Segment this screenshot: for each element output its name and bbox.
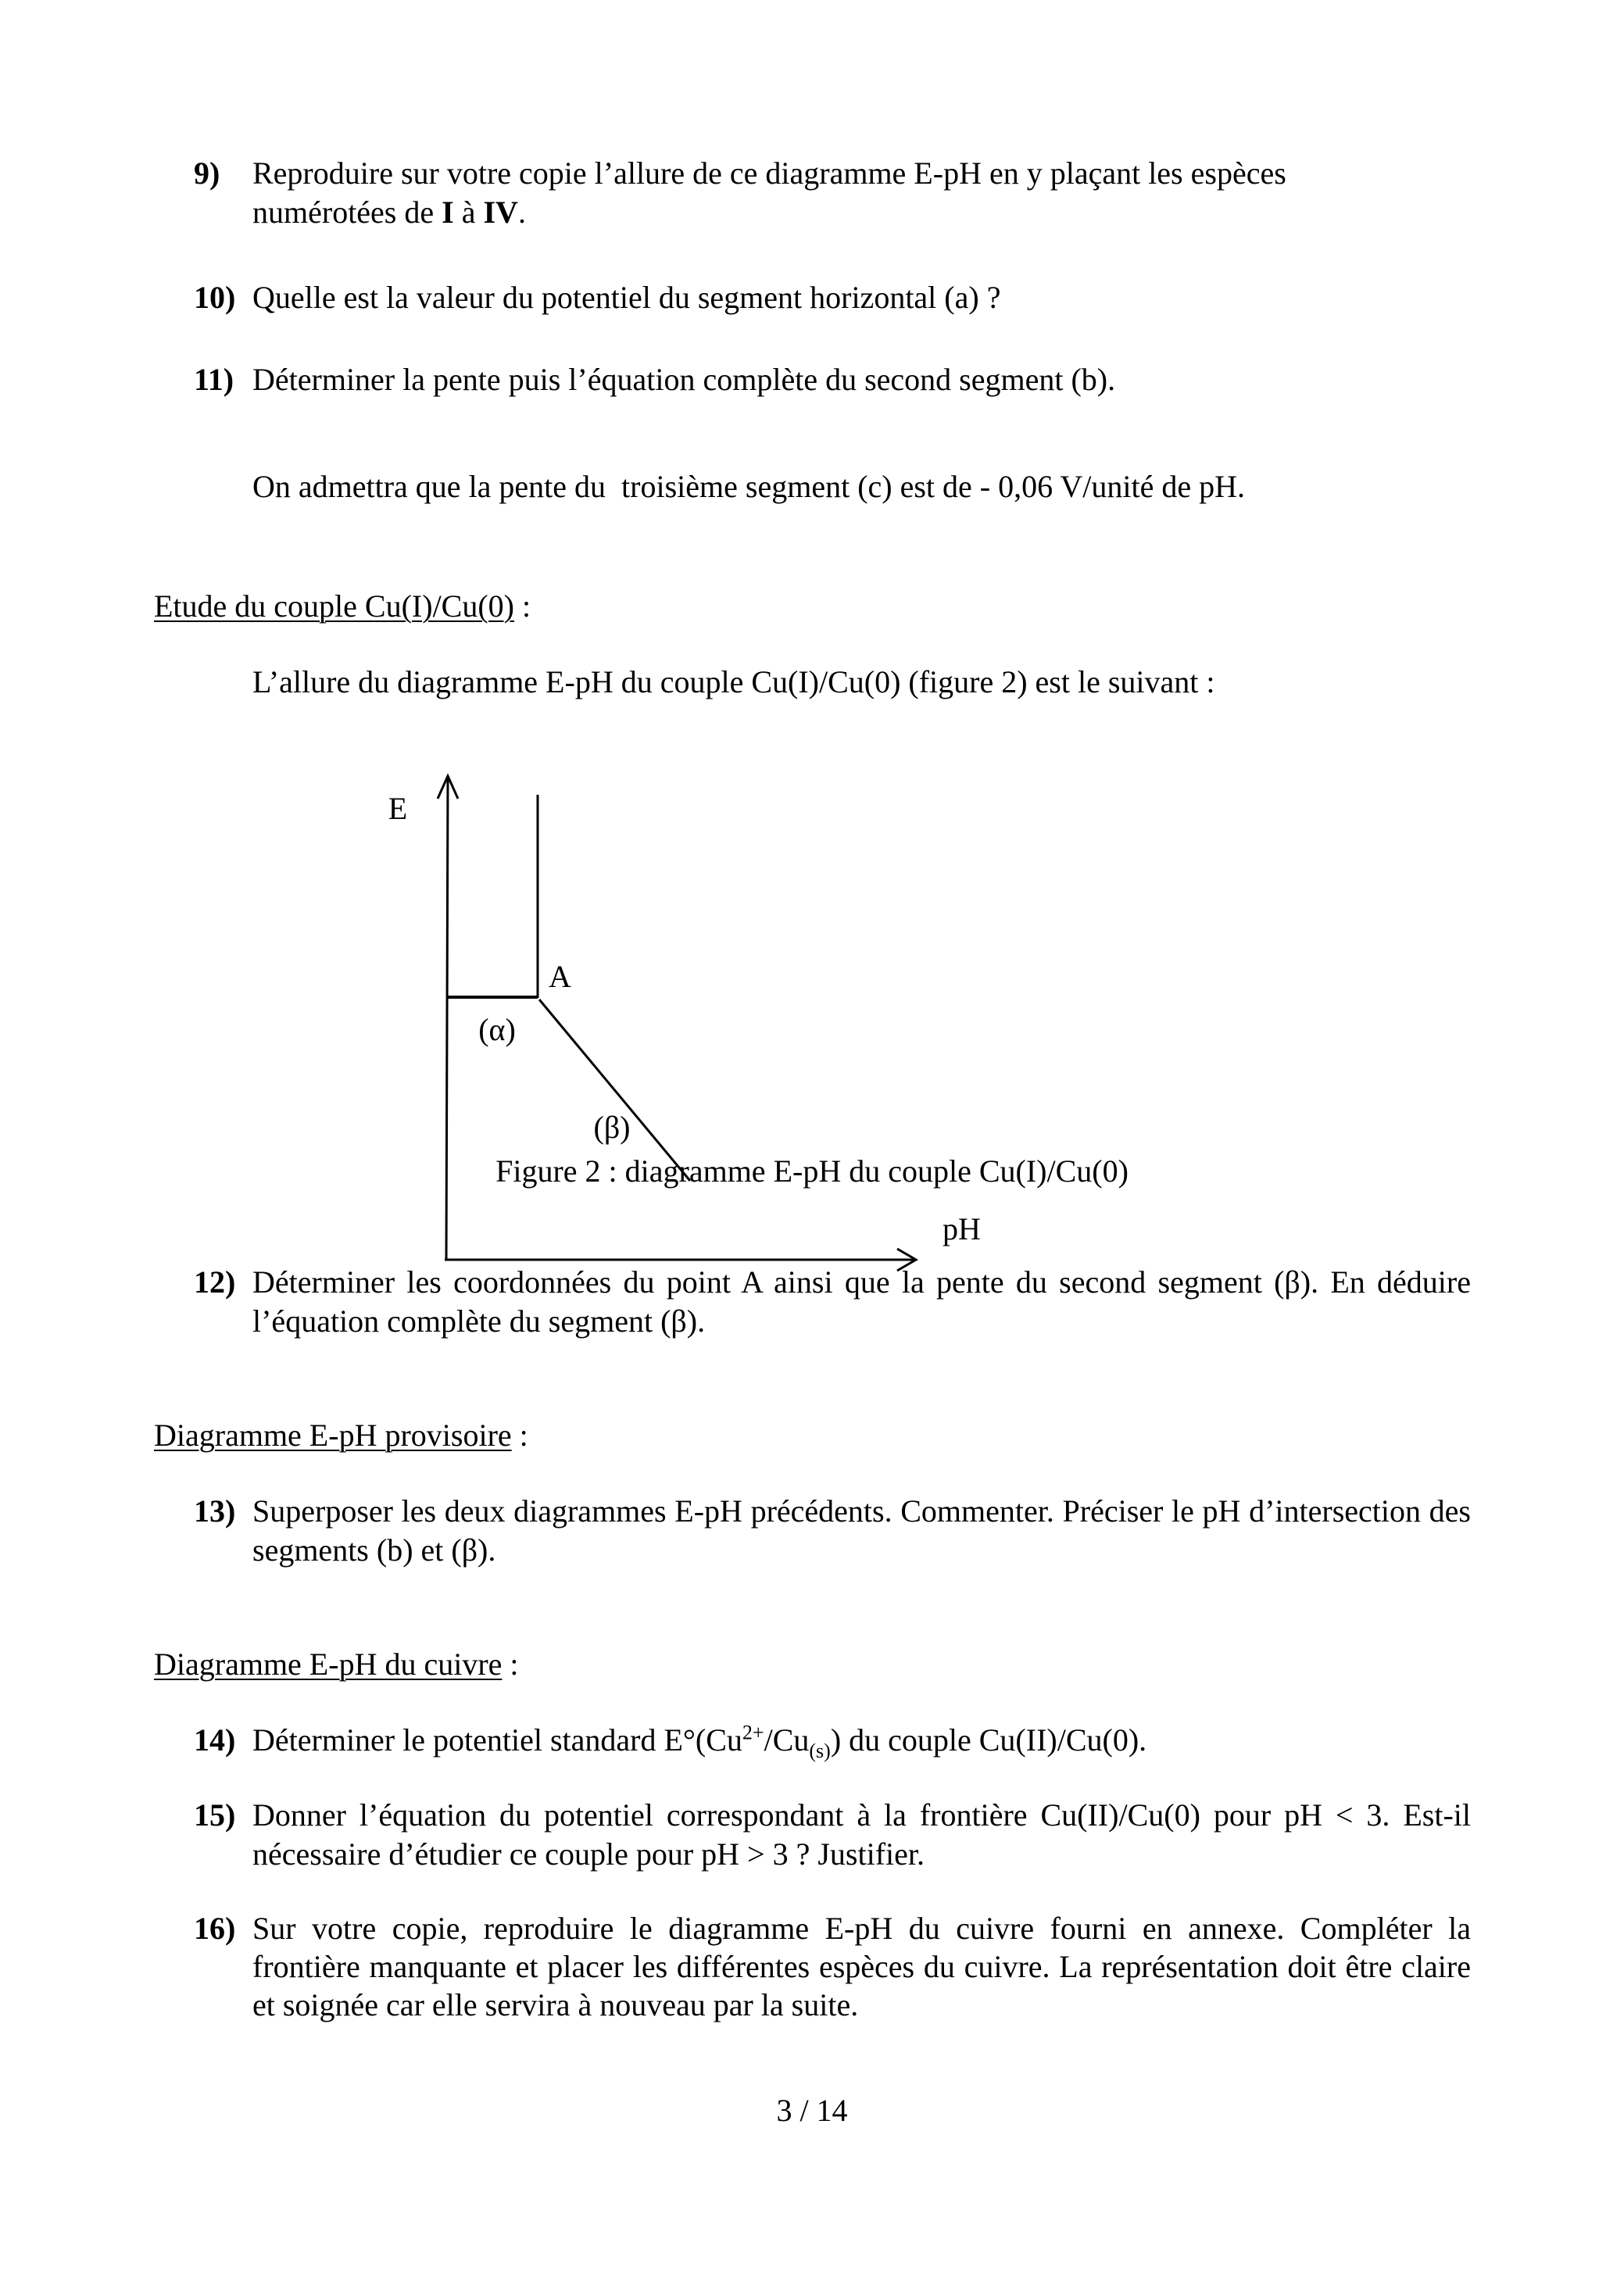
text: . (517, 195, 526, 230)
figure-caption: Figure 2 : diagramme E-pH du couple Cu(I)/Cu(0) (495, 1153, 1129, 1189)
question-number: 12) (194, 1264, 236, 1300)
question-text: Déterminer la pente puis l’équation complète du second segment (b). (252, 362, 1116, 397)
question-number: 15) (194, 1797, 236, 1833)
bold-text: I (442, 195, 454, 230)
subscript: (s) (809, 1740, 831, 1762)
page-number: 3 / 14 (776, 2093, 848, 2128)
question-text: Donner l’équation du potentiel correspondant à la frontière Cu(II)/Cu(0) pour pH < 3. Est-il nécessaire d’étudier ce couple pour pH > 3 ? Justifier. (252, 1797, 1471, 1872)
question-12 (194, 1263, 1471, 1341)
question-9 (194, 154, 1471, 232)
question-number: 11) (194, 362, 234, 397)
question-number: 10) (194, 280, 236, 315)
segment-alpha-label: (α) (478, 1012, 516, 1047)
x-axis-label: pH (943, 1211, 981, 1246)
question-16 (194, 1909, 1471, 2024)
segment-beta-label: (β) (593, 1110, 631, 1145)
section-heading-cu1-cu0 (154, 587, 531, 626)
question-13 (194, 1492, 1471, 1570)
question-text (252, 154, 1362, 232)
question-number: 14) (194, 1722, 236, 1758)
figure-2-diagram (0, 750, 1615, 1246)
section-title: Etude du couple Cu(I)/Cu(0) (154, 588, 514, 624)
question-number: 9) (194, 156, 220, 191)
bold-text: IV (483, 195, 518, 230)
question-10 (194, 278, 1471, 317)
text: Déterminer le potentiel standard E°(Cu (252, 1722, 742, 1758)
question-text (252, 1721, 1471, 1760)
question-number: 13) (194, 1493, 236, 1529)
text: ) du couple Cu(II)/Cu(0). (830, 1722, 1147, 1758)
text: /Cu (764, 1722, 810, 1758)
question-14 (194, 1721, 1471, 1760)
question-text: Sur votre copie, reproduire le diagramme E-pH du cuivre fourni en annexe. Compléter la frontière manquante et placer les différentes espèces du cuivre. La représentation doit être claire et soignée car elle servira à nouveau par la suite. (252, 1911, 1471, 2022)
question-number: 16) (194, 1911, 236, 1946)
section-heading-cuivre (154, 1645, 519, 1684)
text: Reproduire sur votre copie l’allure de ce diagramme E-pH en y plaçant les espèces numérotées de (252, 156, 1286, 230)
question-text: Superposer les deux diagrammes E-pH précédents. Commenter. Préciser le pH d’intersection des segments (b) et (β). (252, 1493, 1471, 1568)
note-slope-c: On admettra que la pente du troisième segment (c) est de - 0,06 V/unité de pH. (252, 469, 1245, 504)
question-text: Quelle est la valeur du potentiel du segment horizontal (a) ? (252, 280, 1001, 315)
question-text: Déterminer les coordonnées du point A ainsi que la pente du second segment (β). En déduire l’équation complète du segment (β). (252, 1264, 1471, 1339)
text: : (502, 1647, 519, 1682)
text: : (514, 588, 531, 624)
y-axis-label: E (388, 791, 408, 826)
text: à (453, 195, 484, 230)
section-title: Diagramme E-pH provisoire (154, 1418, 512, 1453)
question-11 (194, 360, 1471, 399)
point-a-label: A (549, 959, 571, 994)
figure-intro: L’allure du diagramme E-pH du couple Cu(I)/Cu(0) (figure 2) est le suivant : (252, 664, 1215, 699)
question-15 (194, 1796, 1471, 1874)
text: : (511, 1418, 528, 1453)
superscript: 2+ (742, 1721, 764, 1744)
section-title: Diagramme E-pH du cuivre (154, 1647, 503, 1682)
section-heading-provisoire (154, 1416, 528, 1455)
